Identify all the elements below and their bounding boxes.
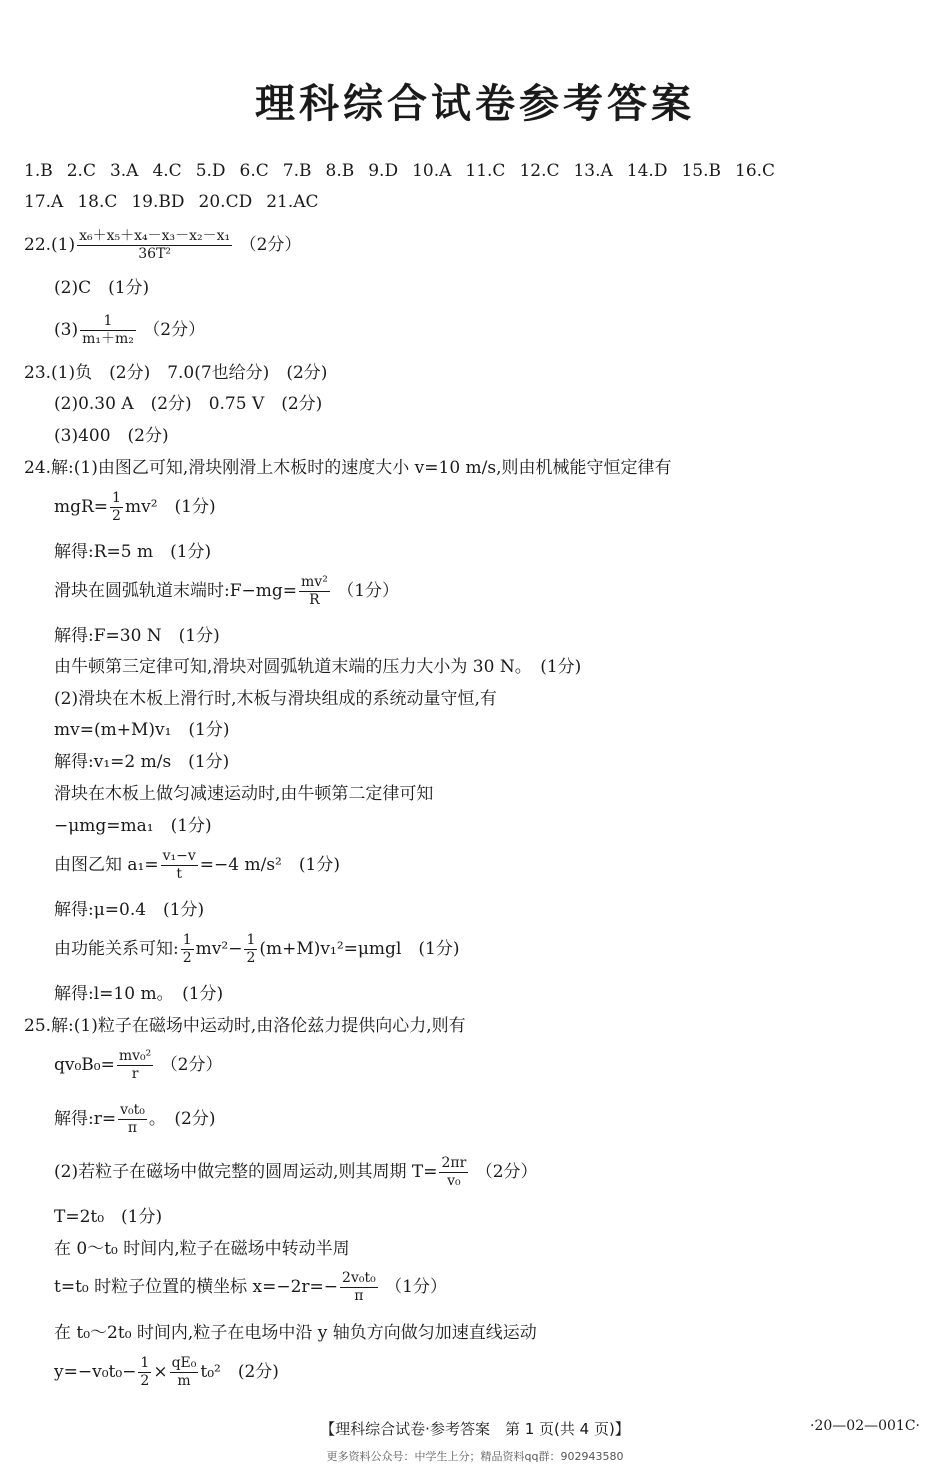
q23-part3: (3)400 (2分) xyxy=(54,426,169,446)
mc-answer: 7.B xyxy=(282,161,312,181)
mc-answers-row-1 xyxy=(24,160,789,182)
q24-eq2: 解得:R=5 m (1分) xyxy=(54,542,212,562)
q24-eq14: 解得:l=10 m。 (1分) xyxy=(54,984,224,1004)
page-title: 理科综合试卷参考答案 xyxy=(255,81,695,127)
mc-answer: 10.A xyxy=(412,161,452,181)
q25-eq6: t=t₀ 时粒子位置的横坐标 x=−2r=− $\frac{\text{2v₀t₀}}{\pi}$ （1分） xyxy=(54,1270,447,1304)
mc-answer: 13.A xyxy=(573,161,613,181)
mc-answer: 5.D xyxy=(195,161,226,181)
paper-code: ·20—02—001C· xyxy=(810,1418,920,1434)
q25-eq4: T=2t₀ (1分) xyxy=(54,1207,163,1227)
q24-eq11: 由图乙知 a₁= $\frac{\text{v₁−v}}{t}$ =−4 m/s² (1分) xyxy=(54,848,340,882)
q22-part3: (3) $\frac{1}{\text{m₁＋m₂}}$ （2分） xyxy=(54,313,206,347)
q22-part1: 22.(1) $\frac{\text{x₆＋x₅＋x₄－x₃－x₂－x₁}}{\text{36T²}}$ （2分） xyxy=(24,228,302,262)
q23-part1: 23.(1)负 (2分) 7.0(7也给分) (2分) xyxy=(24,363,328,383)
mc-answer: 12.C xyxy=(519,161,560,181)
mc-answer: 16.C xyxy=(735,161,776,181)
mc-answer: 1.B xyxy=(24,161,53,181)
q25-eq8: y=−v₀t₀− $\frac{1}{2}$ × $\frac{\text{qE₀}}{m}$ t₀² (2分) xyxy=(54,1355,279,1389)
q24-eq1: mgR= $\frac{1}{2}$ mv² (1分) xyxy=(54,490,216,524)
q24-eq9: 滑块在木板上做匀减速运动时,由牛顿第二定律可知 xyxy=(54,784,434,804)
q24-eq3: 滑块在圆弧轨道末端时:F−mg= $\frac{\text{mv²}}{R}$ （1分） xyxy=(54,574,400,608)
q22-fraction: $\frac{\text{x₆＋x₅＋x₄－x₃－x₂－x₁}}{\text{36T²}}$ xyxy=(79,228,231,262)
q24-eq6: (2)滑块在木板上滑行时,木板与滑块组成的系统动量守恒,有 xyxy=(54,689,497,709)
q24-eq10: −μmg=ma₁ (1分) xyxy=(54,816,212,836)
mc-answer: 11.C xyxy=(465,161,506,181)
mc-answer: 9.D xyxy=(368,161,399,181)
mc-answer: 15.B xyxy=(681,161,721,181)
q25-eq2: 解得:r= $\frac{\text{v₀t₀}}{\pi}$ 。 (2分) xyxy=(54,1102,216,1136)
q24-intro: 24.解:(1)由图乙可知,滑块刚滑上木板时的速度大小 v=10 m/s,则由机械能守恒定律有 xyxy=(24,458,672,478)
mc-answer: 21.AC xyxy=(266,192,319,212)
mc-answer: 2.C xyxy=(66,161,96,181)
q25-eq7: 在 t₀～2t₀ 时间内,粒子在电场中沿 y 轴负方向做匀加速直线运动 xyxy=(54,1323,537,1343)
mc-answer: 18.C xyxy=(77,192,118,212)
mc-answer: 6.C xyxy=(239,161,269,181)
q24-eq8: 解得:v₁=2 m/s (1分) xyxy=(54,752,230,772)
mc-answer: 20.CD xyxy=(198,192,253,212)
q24-eq5: 由牛顿第三定律可知,滑块对圆弧轨道末端的压力大小为 30 N。 (1分) xyxy=(54,657,582,677)
q24-eq13: 由功能关系可知: $\frac{1}{2}$ mv²− $\frac{1}{2}$ (m+M)v₁²=μmgl (1分) xyxy=(54,932,460,966)
q24-eq12: 解得:μ=0.4 (1分) xyxy=(54,900,205,920)
mc-answer: 14.D xyxy=(626,161,668,181)
q25-eq3: (2)若粒子在磁场中做完整的圆周运动,则其周期 T= $\frac{2\pi r}{\text{v₀}}$ （2分） xyxy=(54,1155,538,1189)
q25-intro: 25.解:(1)粒子在磁场中运动时,由洛伦兹力提供向心力,则有 xyxy=(24,1016,466,1036)
q24-eq4: 解得:F=30 N (1分) xyxy=(54,626,220,646)
page-footer: 【理科综合试卷·参考答案 第 1 页(共 4 页)】 xyxy=(320,1420,630,1438)
q22-3-fraction: $\frac{1}{\text{m₁＋m₂}}$ xyxy=(82,313,134,347)
q23-part2: (2)0.30 A (2分) 0.75 V (2分) xyxy=(54,394,323,414)
q25-eq1: qv₀B₀= $\frac{\text{mv₀²}}{r}$ （2分） xyxy=(54,1048,223,1082)
mc-answer: 17.A xyxy=(24,192,64,212)
q25-eq5: 在 0～t₀ 时间内,粒子在磁场中转动半周 xyxy=(54,1239,350,1259)
mc-answer: 3.A xyxy=(109,161,139,181)
q22-part2: (2)C (1分) xyxy=(54,278,150,298)
watermark-text: 更多资料公众号：中学生上分；精品资料qq群：902943580 xyxy=(326,1450,624,1463)
mc-answer: 4.C xyxy=(152,161,182,181)
mc-answer: 19.BD xyxy=(131,192,185,212)
mc-answers-row-2 xyxy=(24,191,333,213)
q24-eq7: mv=(m+M)v₁ (1分) xyxy=(54,720,230,740)
mc-answer: 8.B xyxy=(325,161,355,181)
